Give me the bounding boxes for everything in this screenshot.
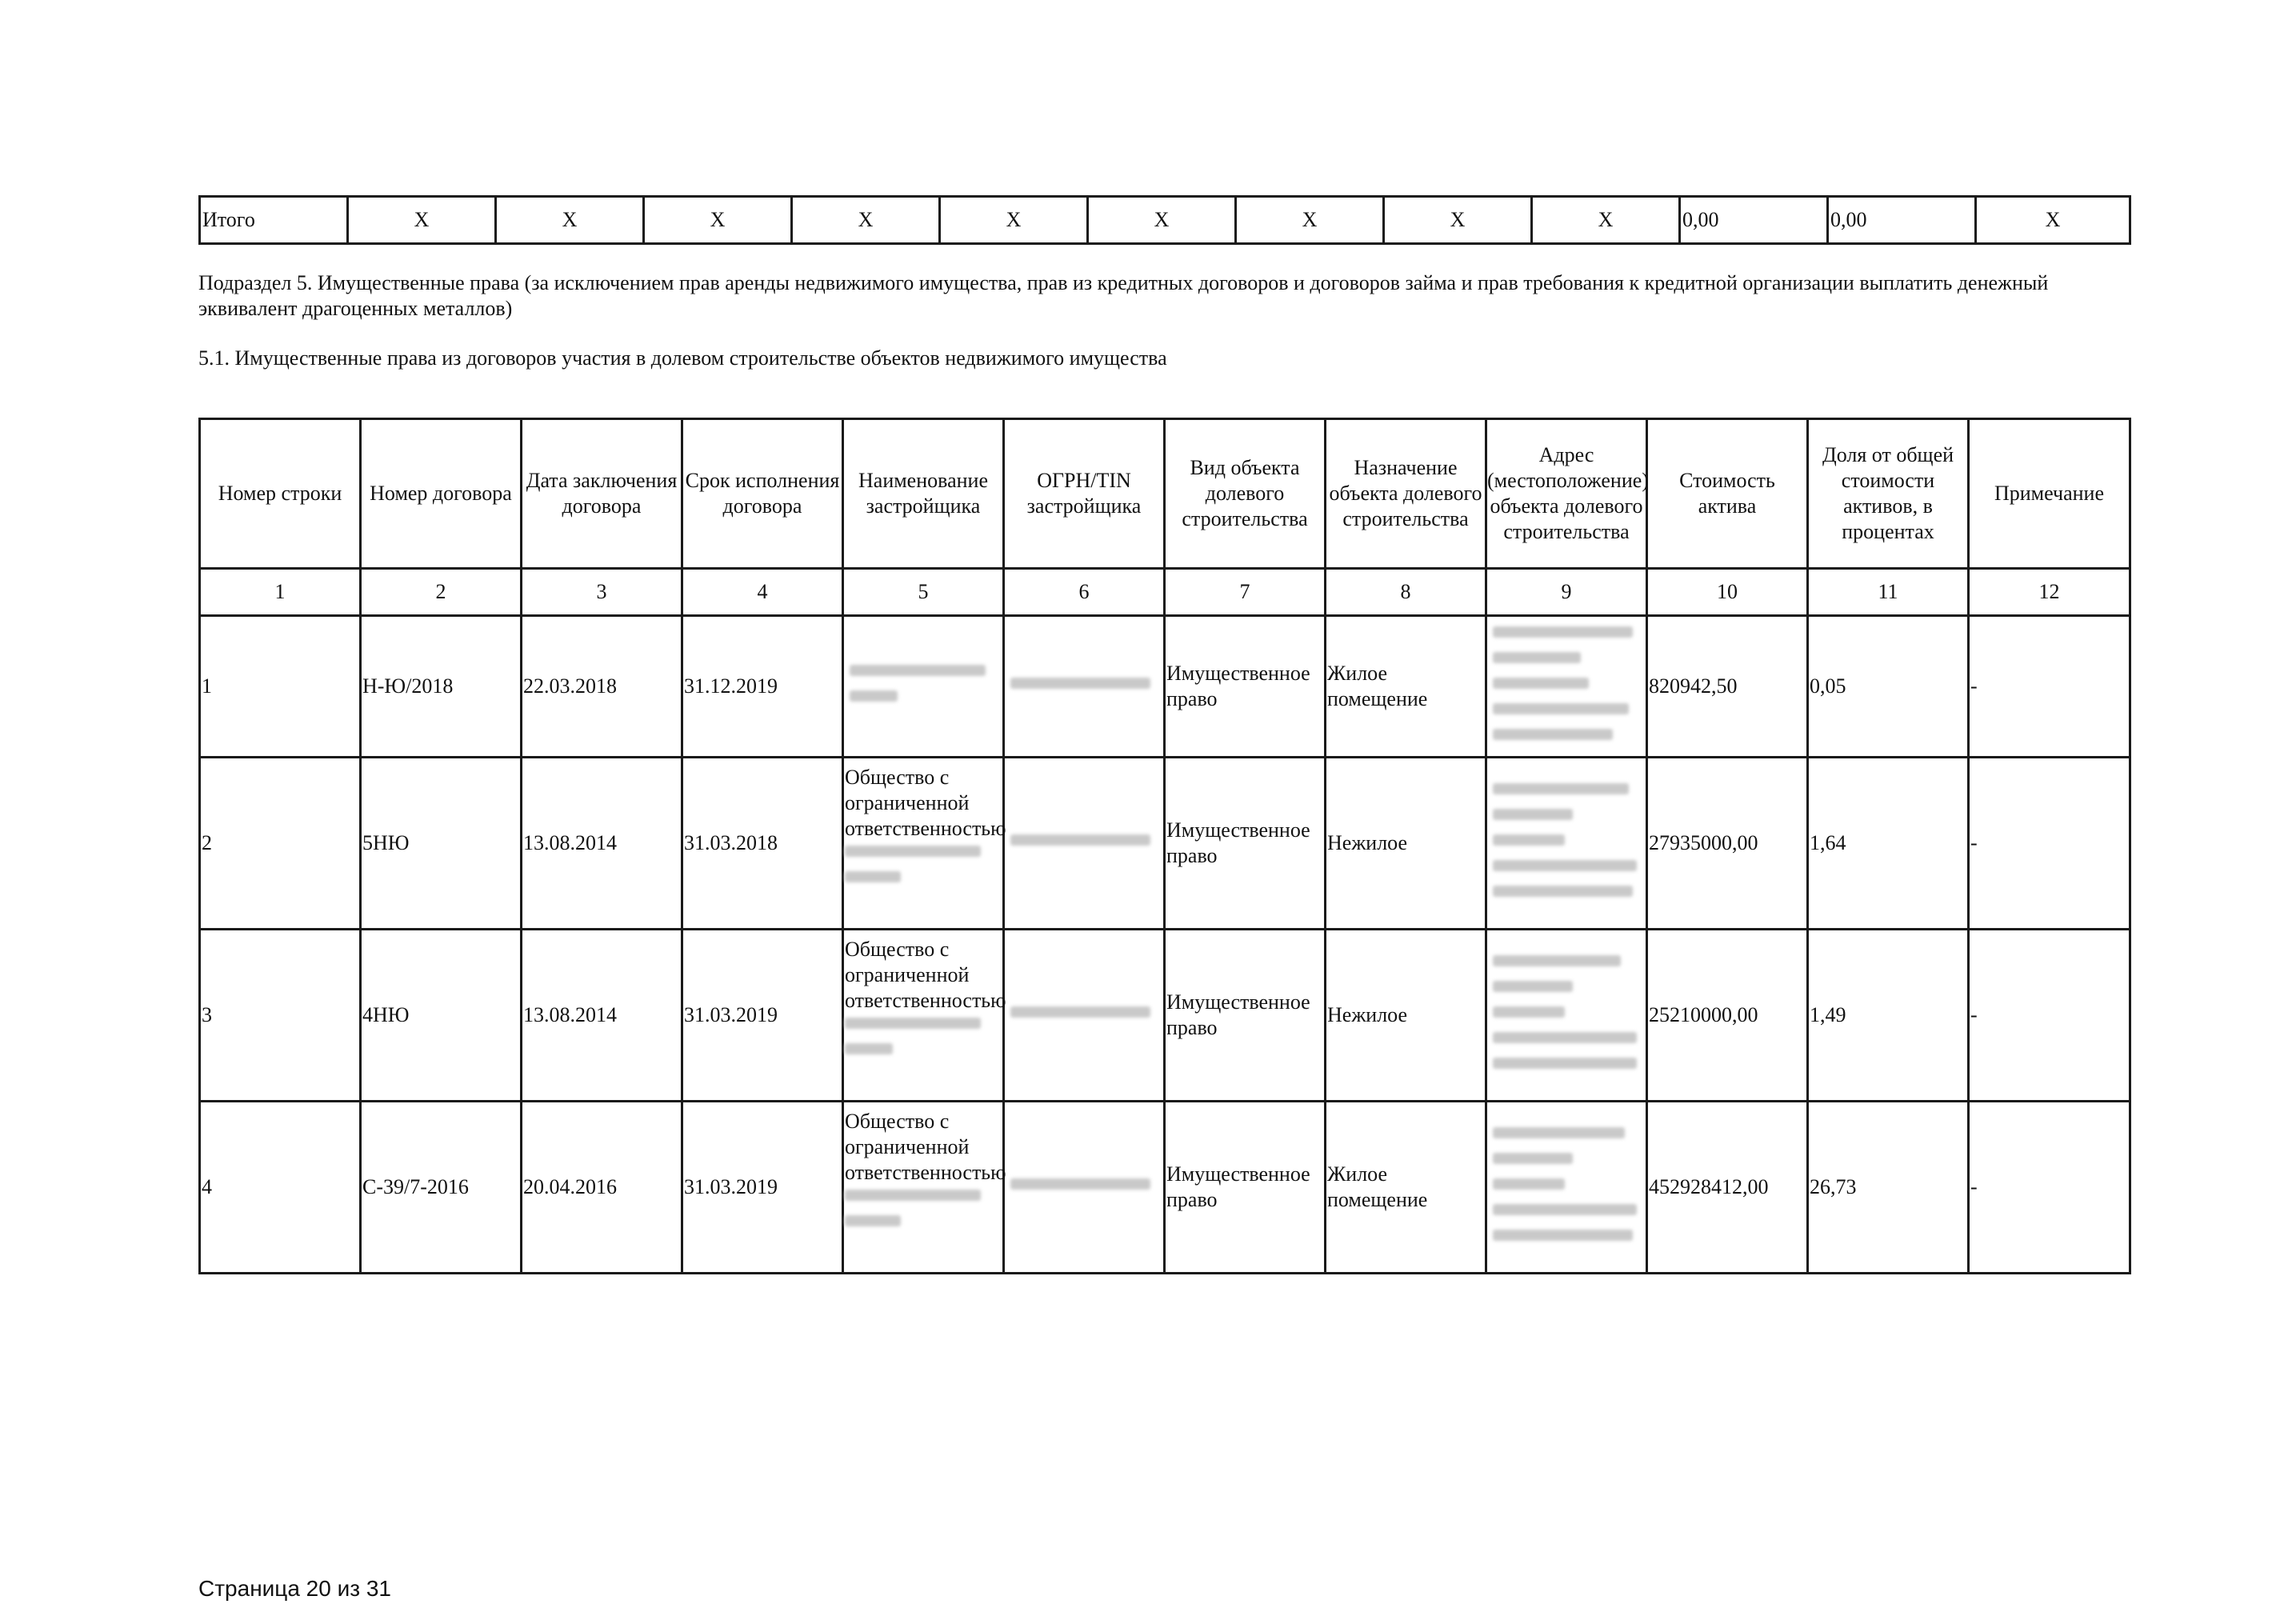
contract-number: 5НЮ (361, 758, 522, 930)
asset-value: 820942,50 (1647, 616, 1808, 758)
object-purpose: Жилое помещение (1326, 1102, 1486, 1274)
column-number: 2 (361, 569, 522, 616)
address-redacted (1486, 930, 1647, 1102)
column-number: 3 (522, 569, 682, 616)
due-date: 31.03.2019 (682, 1102, 843, 1274)
developer-cell (843, 1102, 1004, 1274)
subsection-5-heading: Подраздел 5. Имущественные права (за исключением прав аренды недвижимого имущества, прав из кредитных договоров и договоров займа и прав требования к кредитной организации выплатить денежный эквивалент драгоценных металлов) (198, 271, 2049, 320)
redacted-blur (845, 1190, 981, 1201)
contract-date: 22.03.2018 (522, 616, 682, 758)
table-row (200, 1102, 2130, 1274)
totals-cell: X (1236, 197, 1384, 244)
totals-table (198, 195, 2131, 245)
object-kind: Имущественное право (1165, 1102, 1326, 1274)
redacted-blur (845, 871, 901, 882)
asset-share: 1,49 (1808, 930, 1969, 1102)
note: - (1969, 616, 2130, 758)
due-date: 31.03.2018 (682, 758, 843, 930)
subsection-5-1-heading: 5.1. Имущественные права из договоров участия в долевом строительстве объектов недвижимого имущества (198, 346, 1167, 370)
column-number: 11 (1808, 569, 1969, 616)
address-redacted (1486, 1102, 1647, 1274)
totals-cell: X (792, 197, 940, 244)
header-cell: Адрес (местоположение) объекта долевого строительства (1486, 419, 1647, 569)
column-number: 6 (1004, 569, 1165, 616)
redacted-blur (845, 846, 981, 857)
column-number: 9 (1486, 569, 1647, 616)
header-cell: Назначение объекта долевого строительства (1326, 419, 1486, 569)
asset-share: 26,73 (1808, 1102, 1969, 1274)
header-cell: Вид объекта долевого строительства (1165, 419, 1326, 569)
totals-cell: X (940, 197, 1088, 244)
header-cell: Дата заключения договора (522, 419, 682, 569)
totals-row (200, 197, 2130, 244)
redacted-blur (845, 1043, 893, 1054)
totals-label: Итого (200, 197, 348, 244)
row-number: 3 (200, 930, 361, 1102)
header-cell: Стоимость актива (1647, 419, 1808, 569)
column-number: 5 (843, 569, 1004, 616)
developer-redacted (843, 616, 1004, 758)
table-header-row (200, 419, 2130, 569)
header-cell: Примечание (1969, 419, 2130, 569)
totals-cell: X (1088, 197, 1236, 244)
developer-name: Общество с ограниченной ответственностью (845, 938, 1006, 1012)
redacted-blur (1488, 1120, 1646, 1254)
header-cell: Номер договора (361, 419, 522, 569)
column-number: 4 (682, 569, 843, 616)
contract-number: 4НЮ (361, 930, 522, 1102)
object-purpose: Жилое помещение (1326, 616, 1486, 758)
header-cell: Доля от общей стоимости активов, в процентах (1808, 419, 1969, 569)
header-cell: Наименование застройщика (843, 419, 1004, 569)
totals-cell: X (1532, 197, 1680, 244)
column-number: 12 (1969, 569, 2130, 616)
ogrn-redacted (1004, 1102, 1165, 1274)
totals-cell: X (1384, 197, 1532, 244)
redacted-blur (1488, 948, 1646, 1082)
redacted-blur (1488, 776, 1646, 910)
contract-number: Н-Ю/2018 (361, 616, 522, 758)
developer-name: Общество с ограниченной ответственностью (845, 766, 1006, 840)
totals-cell: 0,00 (1828, 197, 1976, 244)
totals-cell: X (348, 197, 496, 244)
object-kind: Имущественное право (1165, 758, 1326, 930)
redacted-blur (845, 1018, 981, 1029)
address-redacted (1486, 616, 1647, 758)
asset-value: 27935000,00 (1647, 758, 1808, 930)
column-number-row (200, 569, 2130, 616)
redacted-blur (1006, 670, 1163, 702)
redacted-blur (845, 658, 1002, 715)
object-purpose: Нежилое (1326, 758, 1486, 930)
header-cell: Срок исполнения договора (682, 419, 843, 569)
contract-date: 20.04.2016 (522, 1102, 682, 1274)
due-date: 31.12.2019 (682, 616, 843, 758)
redacted-blur (1006, 827, 1163, 859)
contract-date: 13.08.2014 (522, 930, 682, 1102)
row-number: 1 (200, 616, 361, 758)
note: - (1969, 1102, 2130, 1274)
ogrn-redacted (1004, 758, 1165, 930)
table-row (200, 616, 2130, 758)
developer-cell (843, 758, 1004, 930)
table-row (200, 930, 2130, 1102)
column-number: 10 (1647, 569, 1808, 616)
redacted-blur (1488, 619, 1646, 754)
object-purpose: Нежилое (1326, 930, 1486, 1102)
header-cell: ОГРН/TIN застройщика (1004, 419, 1165, 569)
asset-value: 25210000,00 (1647, 930, 1808, 1102)
developer-name: Общество с ограниченной ответственностью (845, 1110, 1006, 1184)
totals-cell: X (496, 197, 644, 244)
note: - (1969, 930, 2130, 1102)
column-number: 1 (200, 569, 361, 616)
column-number: 8 (1326, 569, 1486, 616)
developer-cell (843, 930, 1004, 1102)
ogrn-redacted (1004, 616, 1165, 758)
contract-number: С-39/7-2016 (361, 1102, 522, 1274)
page-footer: Страница 20 из 31 (198, 1576, 392, 1601)
asset-value: 452928412,00 (1647, 1102, 1808, 1274)
ogrn-redacted (1004, 930, 1165, 1102)
totals-cell: X (644, 197, 792, 244)
totals-cell: X (1976, 197, 2130, 244)
asset-share: 1,64 (1808, 758, 1969, 930)
asset-share: 0,05 (1808, 616, 1969, 758)
note: - (1969, 758, 2130, 930)
header-cell: Номер строки (200, 419, 361, 569)
object-kind: Имущественное право (1165, 930, 1326, 1102)
row-number: 2 (200, 758, 361, 930)
redacted-blur (1006, 1171, 1163, 1203)
object-kind: Имущественное право (1165, 616, 1326, 758)
property-rights-table (198, 418, 2131, 1274)
due-date: 31.03.2019 (682, 930, 843, 1102)
totals-cell: 0,00 (1680, 197, 1828, 244)
column-number: 7 (1165, 569, 1326, 616)
redacted-blur (845, 1215, 901, 1226)
redacted-blur (1006, 999, 1163, 1031)
table-row (200, 758, 2130, 930)
address-redacted (1486, 758, 1647, 930)
row-number: 4 (200, 1102, 361, 1274)
contract-date: 13.08.2014 (522, 758, 682, 930)
